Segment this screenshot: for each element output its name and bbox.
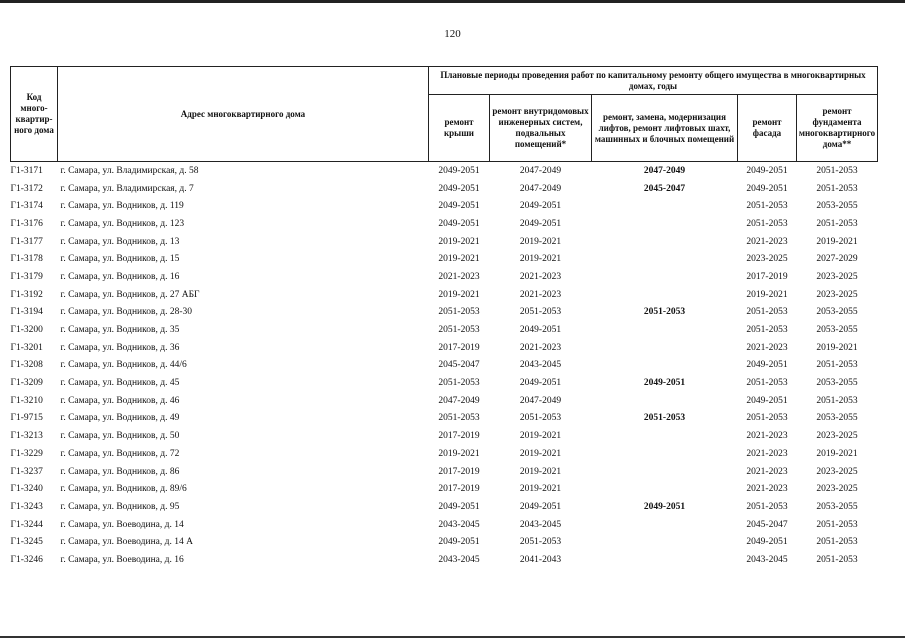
cell-roof: 2049-2051 (438, 183, 480, 194)
cell-code: Г1-3177 (10, 236, 43, 247)
cell-code: Г1-3174 (10, 201, 43, 212)
cell-roof: 2045-2047 (438, 360, 480, 371)
cell-systems: 2051-2053 (519, 537, 562, 548)
cell-code: Г1-3171 (11, 162, 58, 180)
cell-systems: 2019-2021 (519, 466, 562, 477)
cell-systems: 2043-2045 (519, 519, 562, 530)
cell-code: Г1-3245 (10, 537, 43, 548)
cell-lifts: 2045-2047 (643, 183, 686, 194)
cell-foundation: 2053-2055 (816, 201, 858, 212)
table-row (11, 304, 878, 322)
cell-address: г. Самара, ул. Водников, д. 72 (60, 448, 180, 459)
capital-repair-table (10, 66, 878, 569)
cell-roof: 2049-2051 (429, 162, 490, 180)
page-number: 120 (444, 28, 461, 40)
cell-lifts (592, 533, 738, 551)
cell-roof: 2019-2021 (438, 236, 480, 247)
cell-address: г. Самара, ул. Водников, д. 35 (60, 325, 180, 336)
cell-code: Г1-3178 (10, 254, 43, 265)
cell-systems: 2049-2051 (519, 378, 562, 389)
cell-systems: 2021-2023 (519, 342, 562, 353)
table-row (11, 374, 878, 392)
cell-roof: 2043-2045 (438, 519, 480, 530)
cell-roof: 2019-2021 (438, 254, 480, 265)
cell-code: Г1-3240 (10, 484, 43, 495)
cell-systems: 2019-2021 (519, 448, 562, 459)
cell-lifts: 2049-2051 (643, 378, 686, 389)
cell-code: Г1-3246 (10, 554, 43, 565)
cell-lifts (592, 392, 738, 410)
header-facade: ремонт фасада (738, 95, 797, 162)
cell-code: Г1-3201 (10, 342, 43, 353)
cell-systems: 2043-2045 (519, 360, 562, 371)
cell-foundation: 2051-2053 (816, 519, 858, 530)
cell-facade: 2051-2053 (746, 378, 788, 389)
cell-systems: 2047-2049 (519, 183, 562, 194)
cell-lifts: 2049-2051 (643, 501, 686, 512)
cell-systems: 2021-2023 (519, 271, 562, 282)
table-row (11, 498, 878, 516)
cell-facade: 2021-2023 (746, 448, 788, 459)
cell-lifts (592, 445, 738, 463)
table-row (11, 533, 878, 551)
table-row (11, 392, 878, 410)
cell-roof: 2049-2051 (438, 218, 480, 229)
table-row (11, 463, 878, 481)
cell-facade: 2021-2023 (746, 484, 788, 495)
cell-address: г. Самара, ул. Владимирская, д. 7 (60, 183, 194, 194)
cell-facade: 2043-2045 (746, 554, 788, 565)
cell-foundation: 2051-2053 (816, 395, 858, 406)
cell-code: Г1-3209 (10, 378, 43, 389)
cell-foundation: 2019-2021 (816, 448, 858, 459)
cell-facade: 2045-2047 (746, 519, 788, 530)
cell-foundation: 2023-2025 (816, 431, 858, 442)
table-row (11, 162, 878, 180)
cell-facade: 2049-2051 (738, 162, 797, 180)
cell-roof: 2051-2053 (438, 307, 480, 318)
cell-address: г. Самара, ул. Водников, д. 50 (60, 431, 180, 442)
cell-roof: 2051-2053 (438, 413, 480, 424)
cell-facade: 2051-2053 (746, 218, 788, 229)
cell-roof: 2019-2021 (438, 289, 480, 300)
cell-code: Г1-3237 (10, 466, 43, 477)
table-row (11, 427, 878, 445)
cell-code: Г1-3194 (10, 307, 43, 318)
cell-code: Г1-3172 (10, 183, 43, 194)
table-row (11, 410, 878, 428)
cell-code: Г1-3244 (10, 519, 43, 530)
table-row (11, 180, 878, 198)
cell-facade: 2049-2051 (746, 183, 788, 194)
cell-code: Г1-3213 (10, 431, 43, 442)
cell-systems: 2041-2043 (519, 554, 562, 565)
cell-roof: 2049-2051 (438, 537, 480, 548)
cell-foundation: 2051-2053 (797, 162, 878, 180)
cell-address: г. Самара, ул. Водников, д. 119 (60, 201, 184, 212)
cell-address: г. Самара, ул. Водников, д. 95 (60, 501, 180, 512)
cell-code: Г1-3176 (10, 218, 43, 229)
cell-address: г. Самара, ул. Воеводина, д. 14 А (60, 537, 193, 548)
cell-systems: 2051-2053 (519, 307, 562, 318)
cell-systems: 2051-2053 (519, 413, 562, 424)
cell-code: Г1-3179 (10, 271, 43, 282)
cell-lifts: 2047-2049 (592, 162, 738, 180)
cell-foundation: 2019-2021 (816, 342, 858, 353)
cell-roof: 2051-2053 (438, 378, 480, 389)
cell-roof: 2051-2053 (438, 325, 480, 336)
cell-facade: 2051-2053 (746, 201, 788, 212)
cell-systems: 2019-2021 (519, 484, 562, 495)
cell-foundation: 2019-2021 (816, 236, 858, 247)
cell-address: г. Самара, ул. Водников, д. 86 (60, 466, 180, 477)
cell-roof: 2017-2019 (438, 431, 480, 442)
table-row (11, 445, 878, 463)
cell-systems: 2019-2021 (519, 236, 562, 247)
bottom-border-line (0, 636, 905, 638)
cell-facade: 2017-2019 (746, 271, 788, 282)
cell-systems: 2049-2051 (519, 201, 562, 212)
cell-systems: 2049-2051 (519, 325, 562, 336)
table-row (11, 215, 878, 233)
cell-lifts (592, 516, 738, 534)
cell-address: г. Самара, ул. Воеводина, д. 14 (60, 519, 184, 530)
cell-address: г. Самара, ул. Водников, д. 89/6 (60, 484, 187, 495)
table-row (11, 357, 878, 375)
header-periods: Плановые периоды проведения работ по капитальному ремонту общего имущества в многоквартирных домах, годы (429, 67, 878, 95)
cell-foundation: 2023-2025 (816, 289, 858, 300)
cell-foundation: 2023-2025 (816, 484, 858, 495)
cell-foundation: 2051-2053 (816, 537, 858, 548)
cell-facade: 2051-2053 (746, 307, 788, 318)
cell-code: Г1-3243 (10, 501, 43, 512)
cell-foundation: 2051-2053 (816, 554, 858, 565)
header-foundation: ремонт фундамента многоквартирного дома** (797, 95, 878, 162)
cell-facade: 2049-2051 (746, 537, 788, 548)
cell-facade: 2049-2051 (746, 360, 788, 371)
cell-lifts (592, 321, 738, 339)
cell-systems: 2049-2051 (519, 218, 562, 229)
table-row (11, 516, 878, 534)
cell-address: г. Самара, ул. Водников, д. 123 (60, 218, 185, 229)
table-row (11, 480, 878, 498)
cell-roof: 2049-2051 (438, 501, 480, 512)
cell-address: г. Самара, ул. Водников, д. 46 (60, 395, 180, 406)
table-row (11, 268, 878, 286)
cell-systems: 2049-2051 (519, 501, 562, 512)
cell-lifts: 2051-2053 (643, 307, 686, 318)
cell-address: г. Самара, ул. Водников, д. 15 (60, 254, 180, 265)
table-row (11, 321, 878, 339)
cell-facade: 2021-2023 (746, 431, 788, 442)
cell-address: г. Самара, ул. Водников, д. 13 (60, 236, 180, 247)
cell-address: г. Самара, ул. Водников, д. 28-30 (60, 307, 193, 318)
cell-roof: 2043-2045 (438, 554, 480, 565)
cell-lifts (592, 551, 738, 569)
table-row (11, 197, 878, 215)
cell-lifts (592, 268, 738, 286)
cell-facade: 2051-2053 (746, 501, 788, 512)
cell-lifts (592, 357, 738, 375)
cell-address: г. Самара, ул. Воеводина, д. 16 (60, 554, 184, 565)
cell-roof: 2019-2021 (438, 448, 480, 459)
cell-foundation: 2051-2053 (816, 218, 858, 229)
cell-code: Г1-3210 (10, 395, 43, 406)
cell-address: г. Самара, ул. Владимирская, д. 58 (58, 162, 429, 180)
table-row (11, 250, 878, 268)
cell-address: г. Самара, ул. Водников, д. 27 АБГ (60, 289, 200, 300)
cell-facade: 2021-2023 (746, 342, 788, 353)
cell-lifts (592, 233, 738, 251)
top-border-line (0, 0, 905, 3)
cell-systems: 2047-2049 (519, 395, 562, 406)
cell-address: г. Самара, ул. Водников, д. 49 (60, 413, 180, 424)
cell-foundation: 2027-2029 (816, 254, 858, 265)
cell-foundation: 2053-2055 (816, 378, 858, 389)
cell-address: г. Самара, ул. Водников, д. 44/6 (60, 360, 187, 371)
cell-code: Г1-3229 (10, 448, 43, 459)
cell-roof: 2047-2049 (438, 395, 480, 406)
cell-address: г. Самара, ул. Водников, д. 36 (60, 342, 180, 353)
cell-lifts (592, 480, 738, 498)
cell-systems: 2021-2023 (519, 289, 562, 300)
cell-lifts (592, 250, 738, 268)
cell-foundation: 2051-2053 (816, 360, 858, 371)
cell-address: г. Самара, ул. Водников, д. 45 (60, 378, 180, 389)
cell-foundation: 2023-2025 (816, 271, 858, 282)
cell-facade: 2021-2023 (746, 466, 788, 477)
cell-code: Г1-3192 (10, 289, 43, 300)
cell-code: Г1-3200 (10, 325, 43, 336)
cell-systems: 2019-2021 (519, 254, 562, 265)
header-systems: ремонт внутридомовых инженерных систем, подвальных помещений* (490, 95, 592, 162)
cell-foundation: 2053-2055 (816, 501, 858, 512)
cell-lifts (592, 339, 738, 357)
cell-facade: 2051-2053 (746, 325, 788, 336)
table-row (11, 339, 878, 357)
header-address: Адрес многоквартирного дома (58, 67, 429, 162)
cell-code: Г1-9715 (10, 413, 43, 424)
table-row (11, 551, 878, 569)
cell-roof: 2017-2019 (438, 342, 480, 353)
cell-facade: 2021-2023 (746, 236, 788, 247)
cell-systems: 2019-2021 (519, 431, 562, 442)
cell-roof: 2017-2019 (438, 466, 480, 477)
cell-lifts (592, 215, 738, 233)
cell-roof: 2049-2051 (438, 201, 480, 212)
cell-lifts: 2051-2053 (643, 413, 686, 424)
cell-systems: 2047-2049 (490, 162, 592, 180)
cell-foundation: 2023-2025 (816, 466, 858, 477)
cell-address: г. Самара, ул. Водников, д. 16 (60, 271, 180, 282)
cell-foundation: 2053-2055 (816, 413, 858, 424)
table-row (11, 286, 878, 304)
cell-code: Г1-3208 (10, 360, 43, 371)
cell-roof: 2017-2019 (438, 484, 480, 495)
cell-roof: 2021-2023 (438, 271, 480, 282)
cell-lifts (592, 463, 738, 481)
cell-facade: 2051-2053 (746, 413, 788, 424)
cell-lifts (592, 286, 738, 304)
header-roof: ремонт крыши (429, 95, 490, 162)
header-lifts: ремонт, замена, модернизация лифтов, ремонт лифтовых шахт, машинных и блочных помещений (592, 95, 738, 162)
table-row (11, 233, 878, 251)
cell-foundation: 2053-2055 (816, 307, 858, 318)
cell-foundation: 2051-2053 (816, 183, 858, 194)
cell-facade: 2023-2025 (746, 254, 788, 265)
cell-facade: 2049-2051 (746, 395, 788, 406)
header-code: Код много-квартир-ного дома (11, 67, 58, 162)
cell-lifts (592, 197, 738, 215)
cell-lifts (592, 427, 738, 445)
cell-facade: 2019-2021 (746, 289, 788, 300)
cell-foundation: 2053-2055 (816, 325, 858, 336)
